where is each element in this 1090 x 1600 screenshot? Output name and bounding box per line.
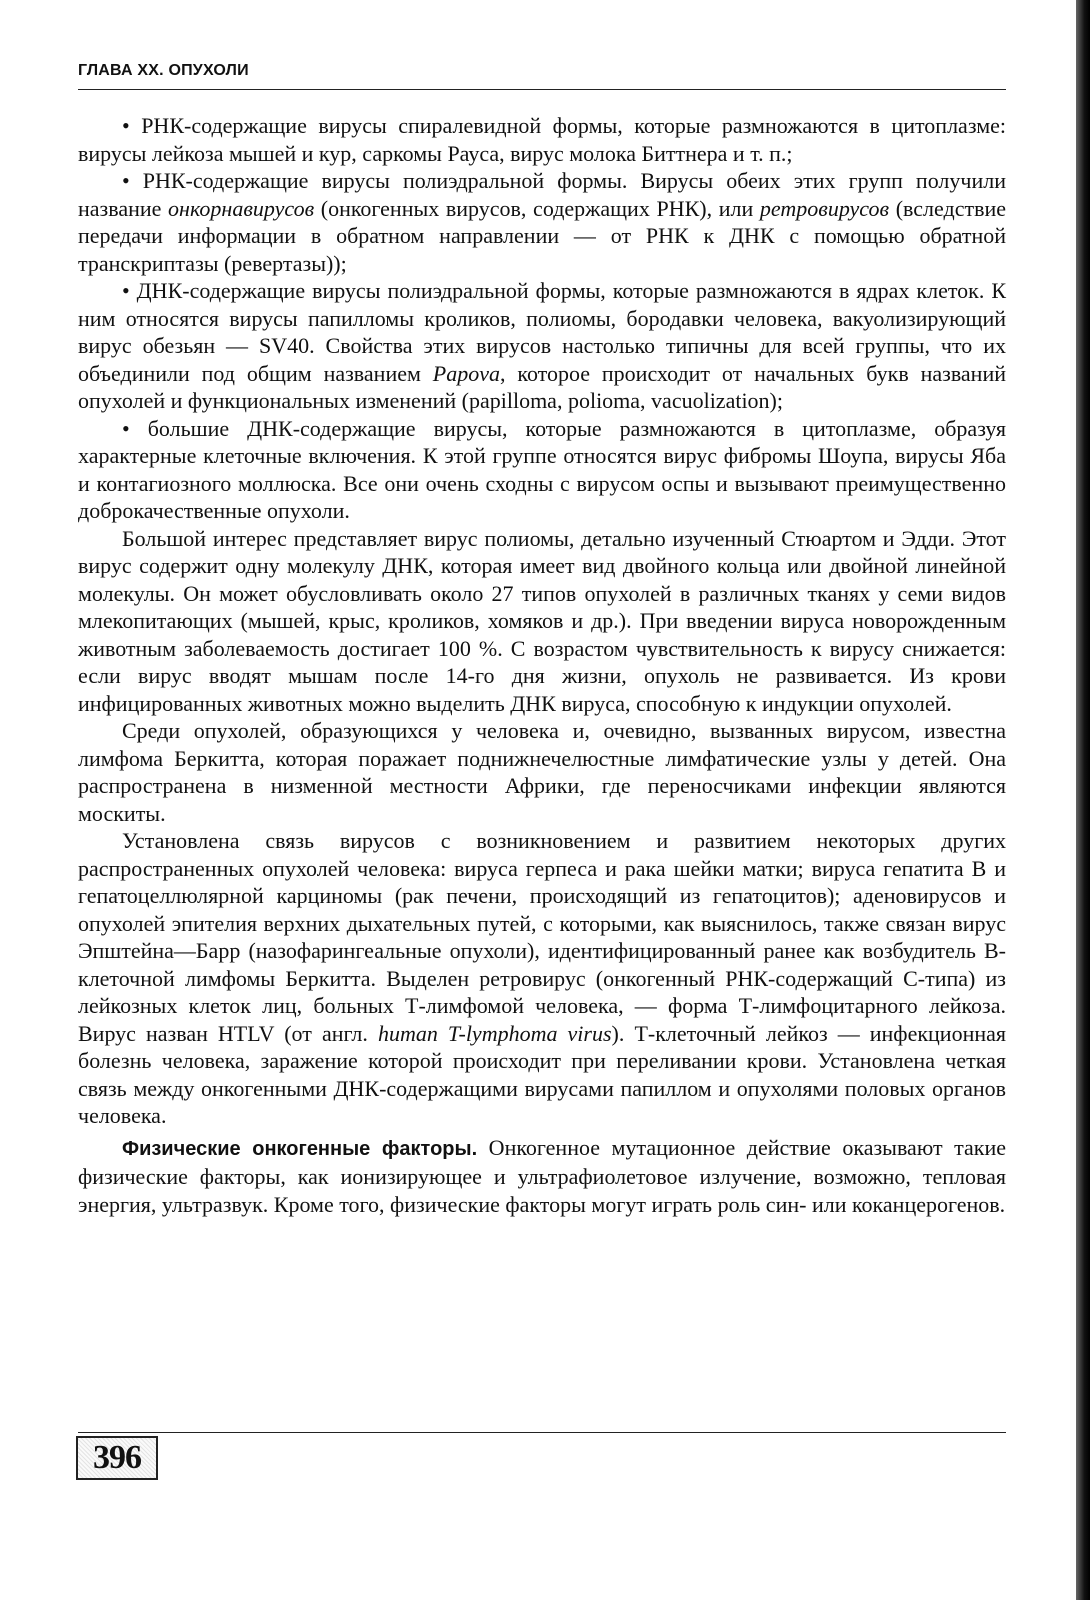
- text-run: Онкогенное мутационное действие оказывают такие физические факторы, как ионизирующее и ультрафиолетовое излучение, возможно, тепловая энергия, ультразвук. Кроме того, физические факторы могут играть роль син- или коканцерогенов.: [78, 1134, 1006, 1217]
- page-body: [78, 112, 1006, 1218]
- text-run: ). Т-клеточный лейкоз — инфекционная болезнь человека, заражение которой происходит при переливании крови. Установлена четкая связь между онкогенными ДНК-содержащими вирусами папиллом и опухолями половых органов человека.: [78, 1020, 1006, 1128]
- text-run: • РНК-содержащие вирусы спиралевидной формы, которые размножаются в цитоплазме: вирусы лейкоза мышей и кур, саркомы Рауса, вирус молока Биттнера и т. п.;: [78, 113, 1006, 166]
- text-run: Большой интерес представляет вирус полиомы, детально изученный Стюартом и Эдди. Этот вирус содержит одну молекулу ДНК, которая имеет вид двойного кольца или двойной линейной молекулы. Он может обусловливать около 27 типов опухолей в различных тканях у семи видов млекопитающих (мышей, крыс, кроликов, хомяков и др.). При введении вируса новорожденным животным заболеваемость достигает 100 %. С возрастом чувствительность к вирусу снижается: если вирус вводят мышам после 14-го дня жизни, опухоль не развивается. Из крови инфицированных животных можно выделить ДНК вируса, способную к индукции опухолей.: [78, 525, 1006, 716]
- paragraph: [78, 415, 1006, 525]
- text-run: • ДНК-содержащие вирусы полиэдральной формы, которые размножаются в ядрах клеток. К ним относятся вирусы папилломы кроликов, полиомы, бородавки человека, вакуолизирующий вирус обезьян — SV40. Свойства этих вирусов настолько типичны для всей группы, что их объединили под общим названием: [78, 278, 1006, 386]
- footer-divider: [78, 1432, 1006, 1433]
- text-run: (вследствие передачи информации в обратном направлении — от РНК к ДНК с помощью обратной транскриптазы (ревертазы));: [78, 195, 1007, 276]
- paragraph: [78, 525, 1006, 718]
- text-run: • РНК-содержащие вирусы полиэдральной формы. Вирусы обеих этих групп получили название: [78, 168, 1006, 221]
- italic-term: Papova: [432, 360, 500, 386]
- paragraph: [78, 717, 1006, 827]
- paragraph: [78, 827, 1006, 1130]
- text-run: Установлена связь вирусов с возникновением и развитием некоторых других распространенных опухолей человека: вируса герпеса и рака шейки матки; вируса гепатита В и гепатоцеллюлярной карциномы (рак печени, происходящий из гепатоцитов); аденовирусов и опухолей эпителия верхних дыхательных путей, с которыми, как выяснилось, также связан вирус Эпштейна—Барр (назофарингеальные опухоли), идентифицированный ранее как возбудитель В-клеточной лимфомы Беркитта. Выделен ретровирус (онкогенный РНК-содержащий С-типа) из лейкозных клеток лиц, больных Т-лимфомой человека, — форма Т-лимфоцитарного лейкоза. Вирус назван HTLV (от англ.: [78, 828, 1006, 1046]
- paragraph: [78, 112, 1006, 167]
- text-run: Среди опухолей, образующихся у человека и, очевидно, вызванных вирусом, известна лимфома Беркитта, которая поражает поднижнечелюстные лимфатические узлы у детей. Она распространена в низменной местности Африки, где переносчиками инфекции являются москиты.: [78, 718, 1006, 826]
- italic-term: human T-lymphoma virus: [377, 1020, 612, 1046]
- page-number: 396: [93, 1439, 141, 1476]
- scan-edge-shadow: [1076, 0, 1090, 1600]
- italic-term: ретровирусов: [759, 195, 890, 221]
- paragraph: [78, 167, 1006, 277]
- paragraph: [78, 1134, 1006, 1219]
- text-run: , которое происходит от начальных букв названий опухолей и функциональных изменений (papilloma, polioma, vacuolization);: [78, 360, 1006, 413]
- text-run: • большие ДНК-содержащие вирусы, которые размножаются в цитоплазме, образуя характерные клеточные включения. К этой группе относятся вирус фибромы Шоупа, вирусы Яба и контагиозного моллюска. Все они очень сходны с вирусом оспы и вызывают преимущественно доброкачественные опухоли.: [78, 415, 1006, 523]
- paragraph: [78, 277, 1006, 415]
- header-divider: [78, 89, 1006, 90]
- italic-term: онкорнавирусов: [168, 195, 315, 221]
- page-number-box: [76, 1436, 158, 1480]
- running-header: ГЛАВА XX. ОПУХОЛИ: [78, 62, 249, 79]
- section-heading: Физические онкогенные факторы.: [122, 1137, 478, 1160]
- text-run: (онкогенных вирусов, содержащих РНК), или: [314, 195, 760, 221]
